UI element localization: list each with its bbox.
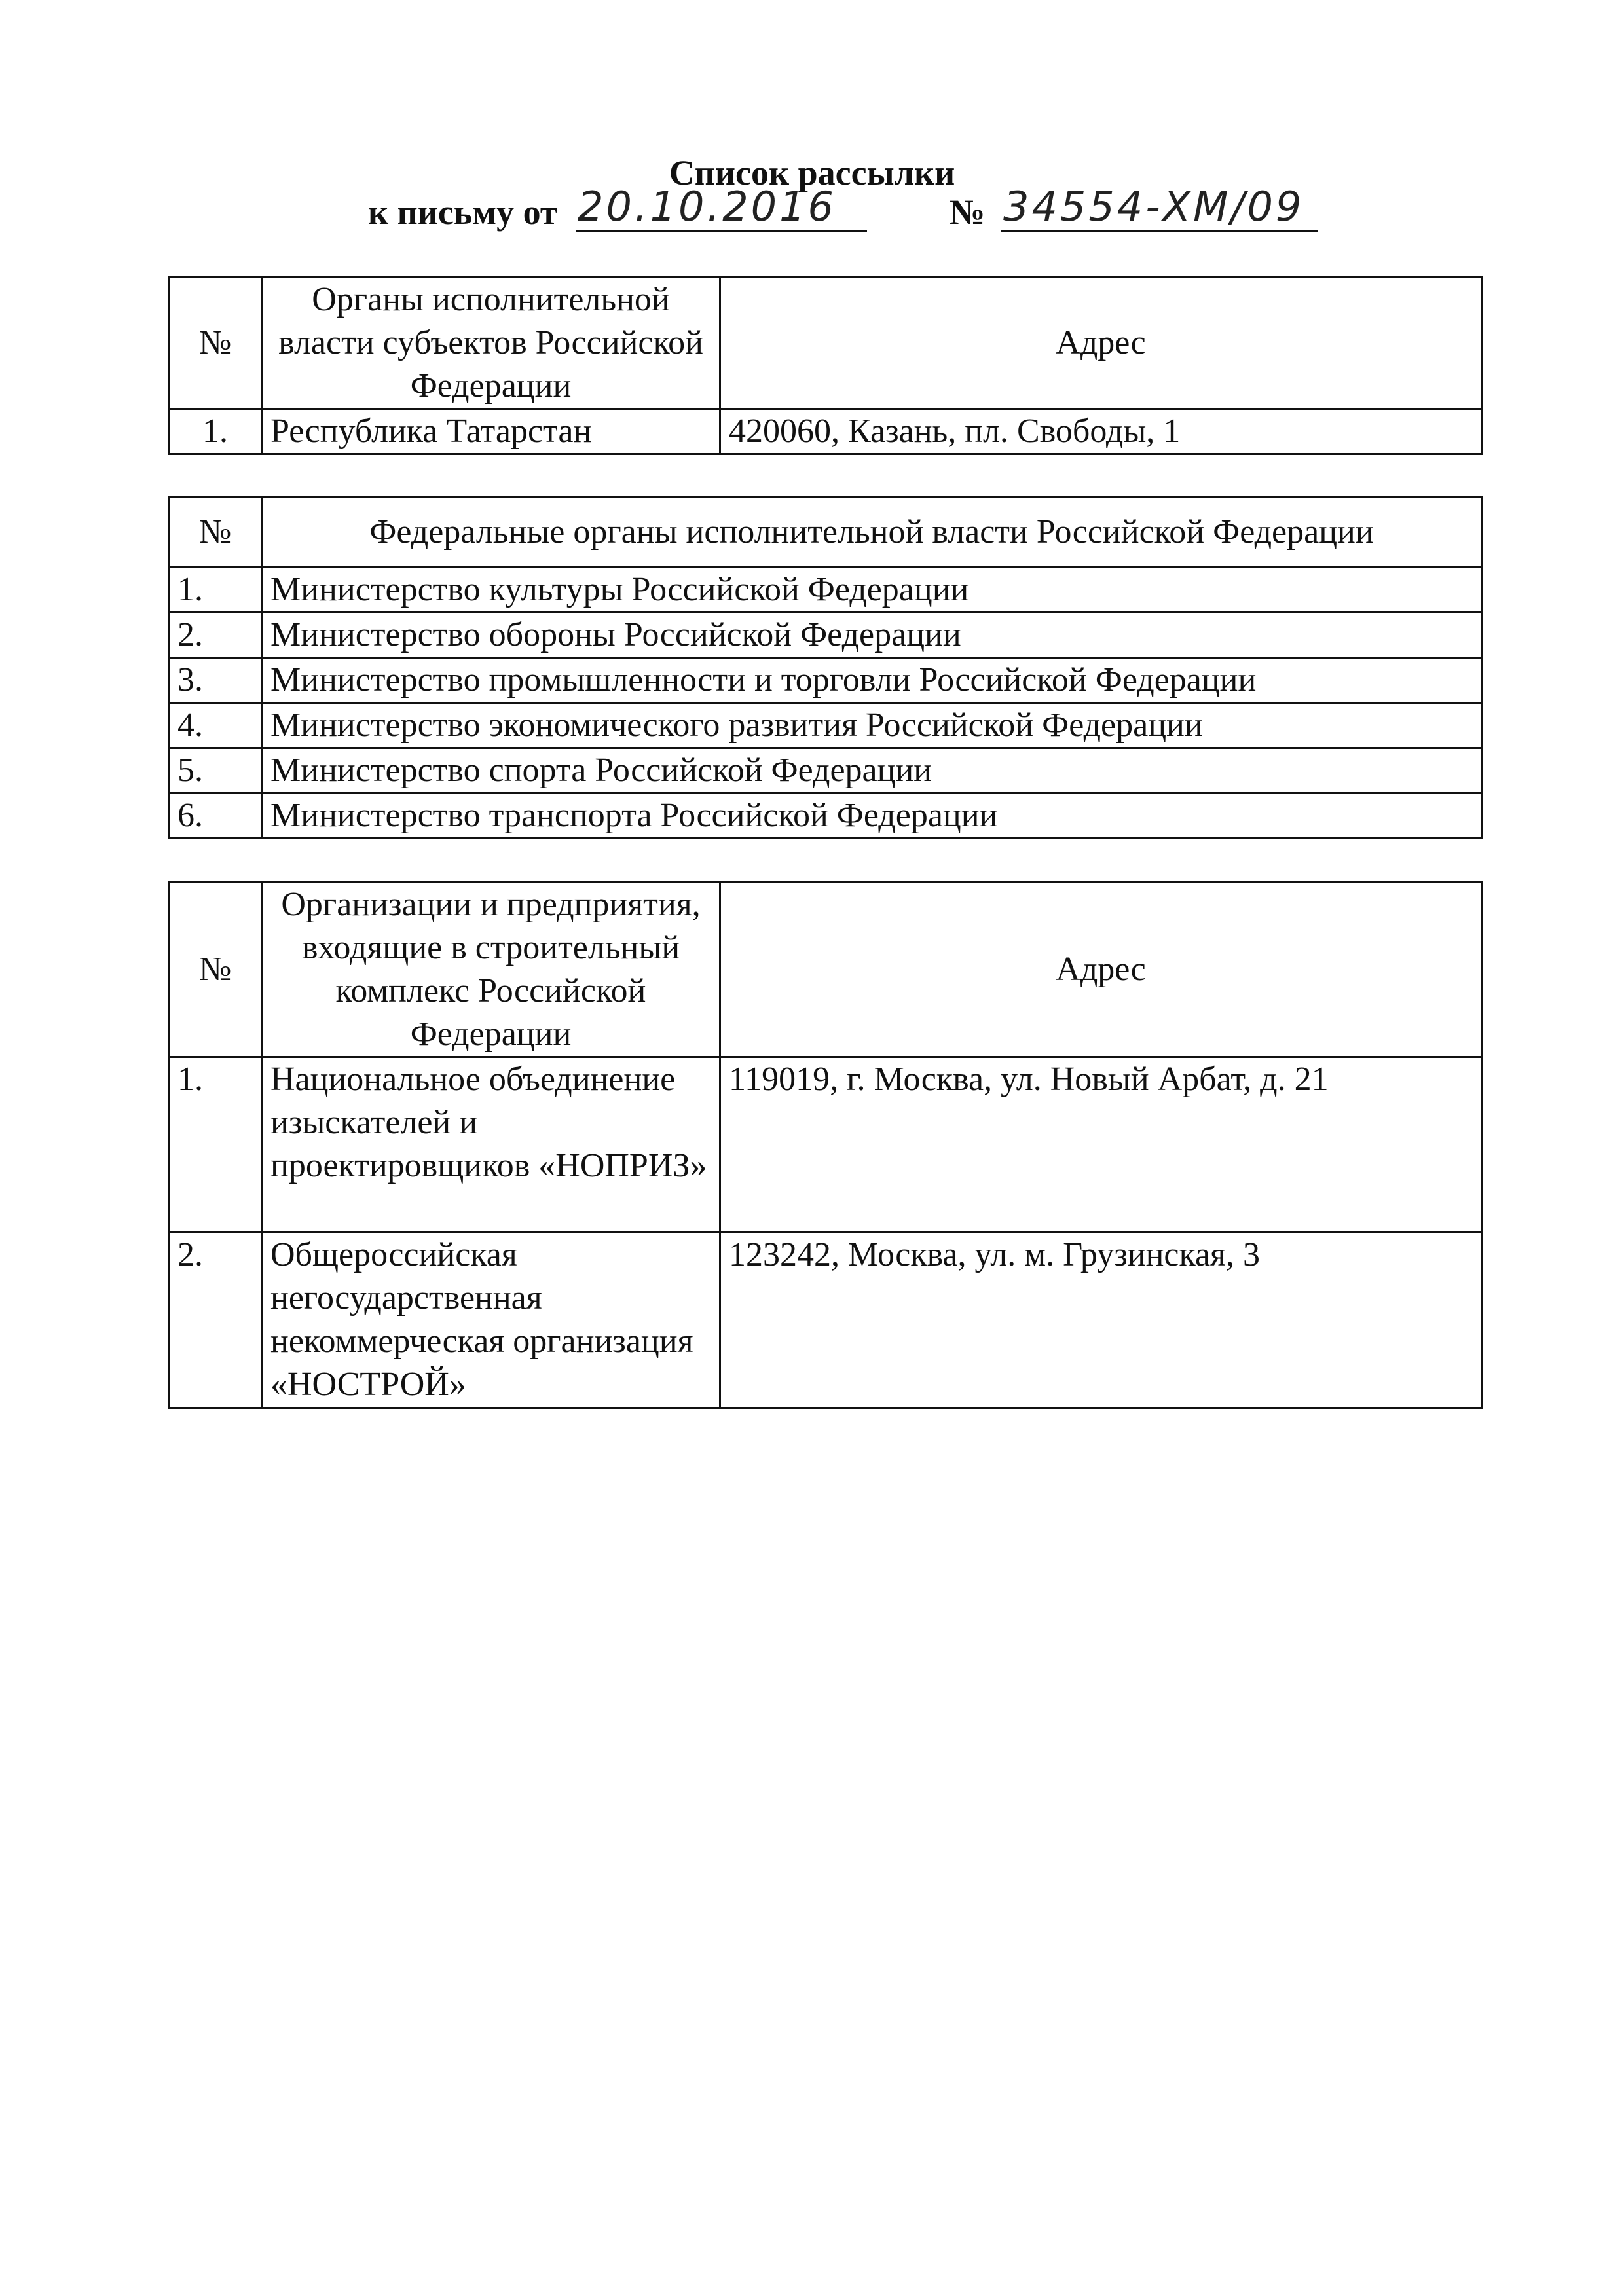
row-number: 2. — [169, 1233, 262, 1408]
row-name: Министерство культуры Российской Федерации — [262, 568, 1482, 613]
table-row — [169, 703, 1482, 748]
row-name: Национальное объединение изыскателей и проектировщиков «НОПРИЗ» — [262, 1057, 720, 1233]
row-address: 119019, г. Москва, ул. Новый Арбат, д. 21 — [720, 1057, 1482, 1233]
table-header-row — [169, 882, 1482, 1057]
row-name: Министерство обороны Российской Федерации — [262, 613, 1482, 658]
row-number: 2. — [169, 613, 262, 658]
row-name: Министерство промышленности и торговли Российской Федерации — [262, 658, 1482, 703]
row-number: 3. — [169, 658, 262, 703]
col-header-authority: Органы исполнительной власти субъектов Российской Федерации — [262, 278, 720, 409]
col-header-address: Адрес — [720, 882, 1482, 1057]
row-number: 6. — [169, 793, 262, 839]
date-underline — [576, 230, 867, 232]
table-row — [169, 748, 1482, 793]
table-header-row — [169, 278, 1482, 409]
row-address: 420060, Казань, пл. Свободы, 1 — [720, 409, 1482, 454]
row-name: Министерство транспорта Российской Федерации — [262, 793, 1482, 839]
letter-prefix: к письму от — [368, 192, 558, 232]
col-header-number: № — [169, 882, 262, 1057]
table-row — [169, 1233, 1482, 1408]
handwritten-letter-number: 34554-ХМ/09 — [1003, 183, 1304, 230]
table-row — [169, 658, 1482, 703]
table-row — [169, 568, 1482, 613]
handwritten-letter-date: 20.10.2016 — [578, 183, 836, 230]
col-header-number: № — [169, 278, 262, 409]
table-row — [169, 613, 1482, 658]
construction-organizations-table — [168, 881, 1483, 1409]
table-row — [169, 1057, 1482, 1233]
col-header-authority: Федеральные органы исполнительной власти Российской Федерации — [262, 497, 1482, 568]
row-number: 5. — [169, 748, 262, 793]
table-header-row — [169, 497, 1482, 568]
row-name: Министерство спорта Российской Федерации — [262, 748, 1482, 793]
row-name: Общероссийская негосударственная некоммерческая организация «НОСТРОЙ» — [262, 1233, 720, 1408]
row-name: Министерство экономического развития Российской Федерации — [262, 703, 1482, 748]
col-header-address: Адрес — [720, 278, 1482, 409]
table-row — [169, 793, 1482, 839]
number-underline — [1001, 230, 1318, 232]
row-number: 4. — [169, 703, 262, 748]
number-prefix: № — [950, 192, 986, 232]
document-title: Список рассылки — [669, 153, 955, 192]
row-number: 1. — [169, 568, 262, 613]
row-address: 123242, Москва, ул. м. Грузинская, 3 — [720, 1233, 1482, 1408]
regional-authorities-table — [168, 276, 1483, 455]
row-name: Республика Татарстан — [262, 409, 720, 454]
col-header-organization: Организации и предприятия, входящие в строительный комплекс Российской Федерации — [262, 882, 720, 1057]
row-number: 1. — [169, 409, 262, 454]
col-header-number: № — [169, 497, 262, 568]
table-row — [169, 409, 1482, 454]
federal-authorities-table — [168, 496, 1483, 839]
row-number: 1. — [169, 1057, 262, 1233]
